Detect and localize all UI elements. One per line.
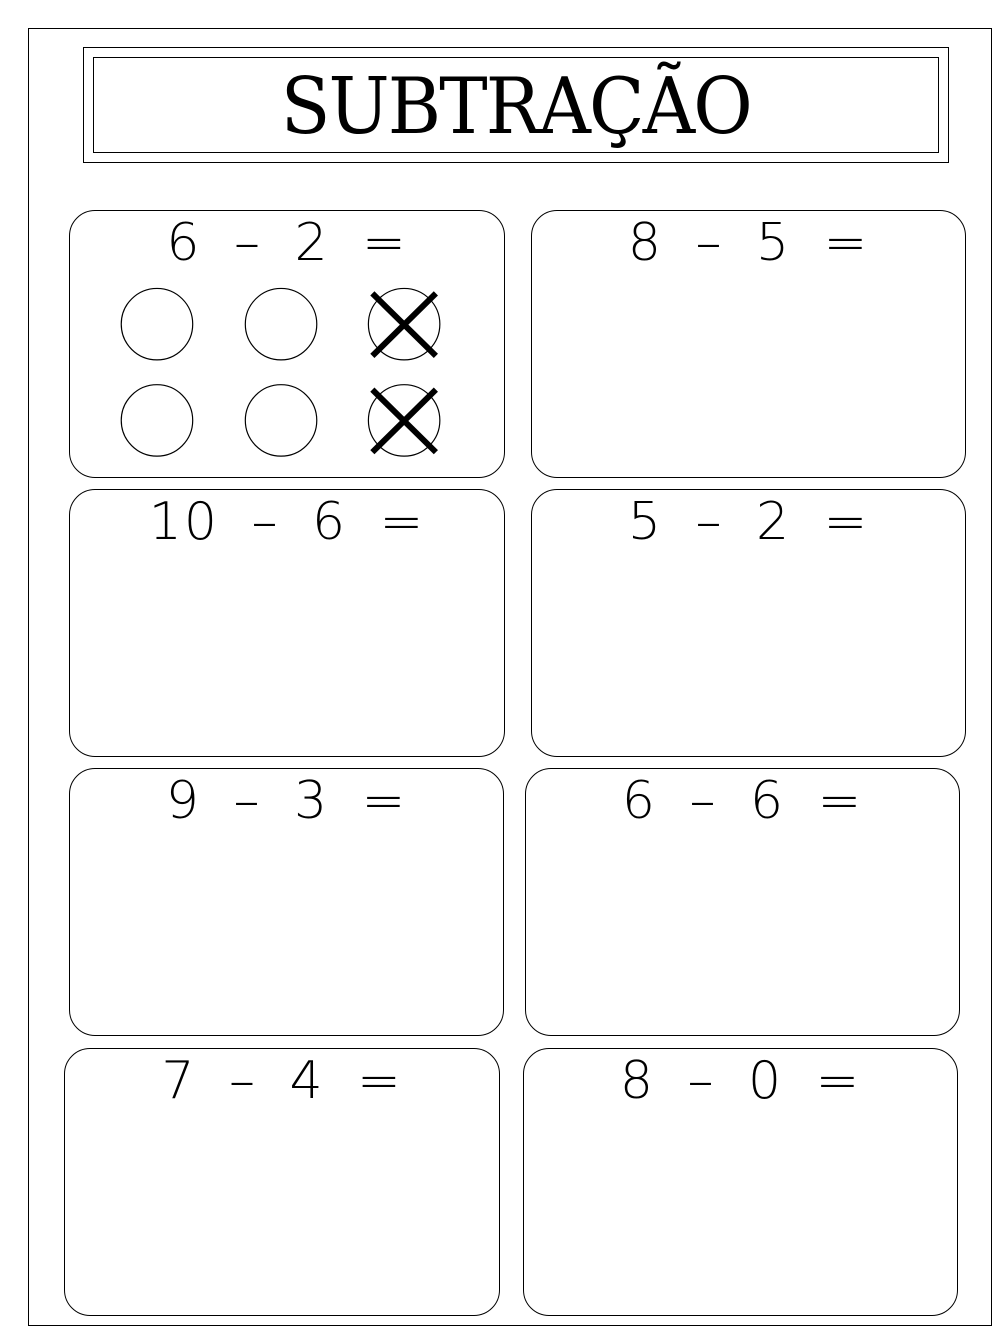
exercise-expression: 6 – 2 = xyxy=(166,213,408,273)
exercise-expression: 5 – 2 = xyxy=(627,492,870,552)
exercise-box-1 xyxy=(69,210,505,478)
exercise-expression: 8 – 0 = xyxy=(619,1051,862,1111)
exercise-box-5[interactable] xyxy=(69,768,504,1036)
exercise-expression: 6 – 6 = xyxy=(621,771,864,831)
exercise-expression: 10 – 6 = xyxy=(148,492,426,552)
exercise-box-6[interactable] xyxy=(525,768,960,1036)
counter-circle xyxy=(245,385,316,456)
cross-mark-icon xyxy=(372,390,436,453)
exercise-box-8[interactable] xyxy=(523,1048,958,1316)
cross-mark-icon xyxy=(372,293,436,356)
counter-circle xyxy=(245,288,316,359)
page-title: SUBTRAÇÃO xyxy=(280,62,752,152)
title-frame xyxy=(93,57,939,153)
counter-circle xyxy=(121,385,192,456)
exercise-box-7[interactable] xyxy=(64,1048,500,1316)
exercise-expression: 9 – 3 = xyxy=(165,771,408,831)
exercise-box-4[interactable] xyxy=(531,489,966,757)
counter-circle xyxy=(121,288,192,359)
example-counters xyxy=(70,211,504,477)
exercise-expression: 7 – 4 = xyxy=(161,1051,403,1111)
exercise-box-2[interactable] xyxy=(531,210,966,478)
exercise-expression: 8 – 5 = xyxy=(627,213,870,273)
exercise-box-3[interactable] xyxy=(69,489,505,757)
